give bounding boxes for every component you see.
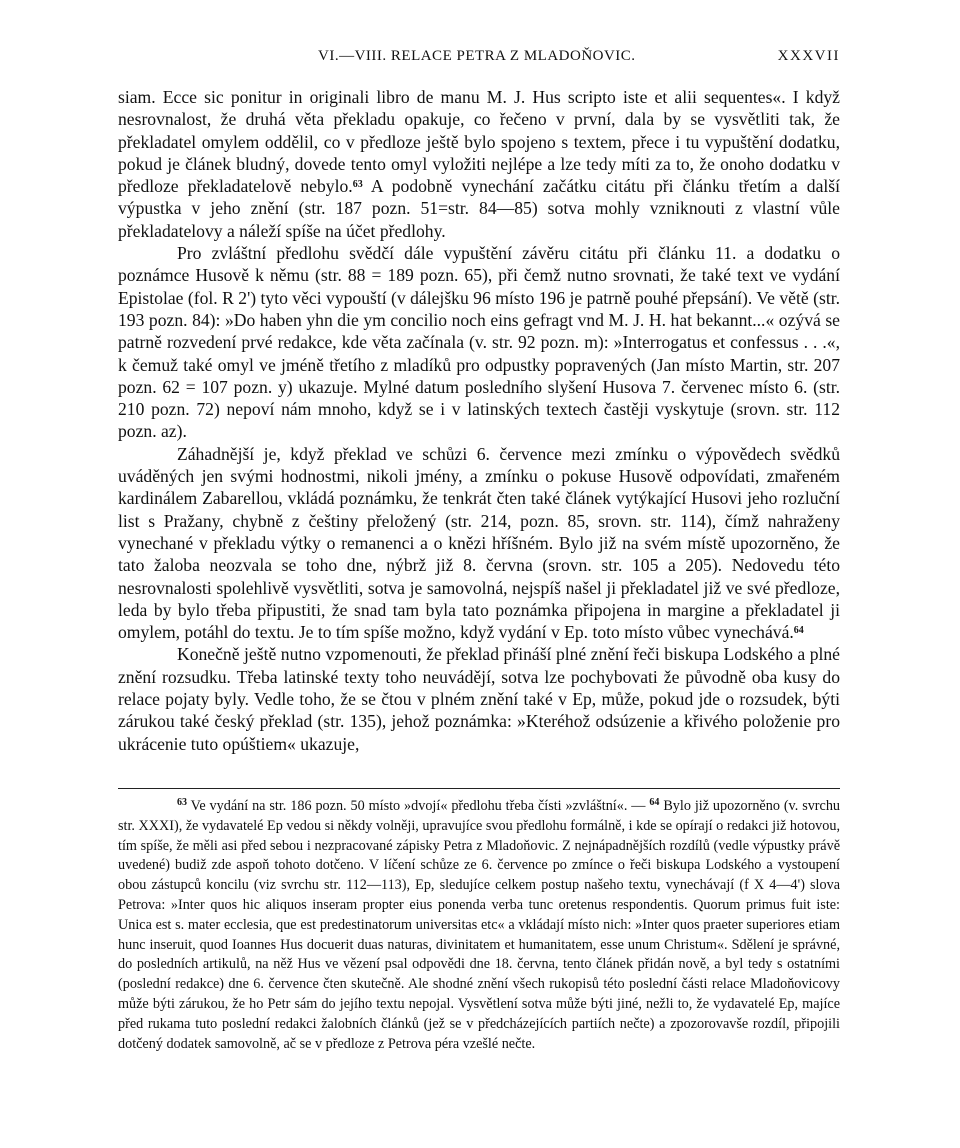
footnote-block (118, 797, 840, 1054)
footnotes (118, 797, 840, 1054)
footnote-ref-63: 63 (352, 179, 363, 191)
running-head-title: VI.—VIII. RELACE PETRA Z MLADOŇOVIC. (318, 48, 636, 64)
footnote-ref-64: 64 (793, 625, 804, 637)
paragraph-2 (118, 242, 840, 443)
footnote-number-63: 63 (177, 797, 187, 808)
running-head (118, 48, 840, 70)
paragraph-1 (118, 86, 840, 242)
paragraph-text: Záhadnější je, když překlad ve schůzi 6. července mezi zmínku o výpovědech svědků uváděných jen svými hodnostmi, nikoli jmény, a zmínku o pokuse Husově odpovídati, zmařeném kardinálem Zabarellou, vkládá poznámku, že tenkrát čten také článek vytýkající Husovi jeho rozluční list s Pražany, chybně z češtiny přeložený (str. 214, pozn. 85, srovn. str. 114), čímž nahraženy vynechané v překladu výtky o remanenci a o knězi hříšném. Bylo již na svém místě upozorněno, že tato žaloba neozvala se toho dne, nýbrž již 8. června (srovn. str. 105 a 205). Nedovedu této nesrovnalosti spolehlivě vysvětliti, sotva je samovolná, nejspíš našel ji překladatel již ve své předloze, leda by bylo třeba připustiti, že snad tam byla tato poznámka připojena in margine a překladatel ji omylem, potáhl do textu. Je to tím spíše možno, když vydání v Ep. toto místo vůbec vynechává. (118, 443, 840, 643)
page-number: XXXVII (777, 48, 840, 64)
paragraph-3 (118, 443, 840, 644)
paragraph-4 (118, 643, 840, 754)
paragraph-text: Pro zvláštní předlohu svědčí dále vypuštění závěru citátu při článku 11. a dodatku o poznámce Husově k němu (str. 88 = 189 pozn. 65), při čemž nutno srovnati, že také text ve vydání Epistolae (fol. R 2') tyto věci vypouští (v dálejšku 96 místo 196 je patrně pouhé přepsání). Ve větě (str. 193 pozn. 84): »Do haben yhn die ym concilio noch eins gefragt vnd M. J. H. hat bekannt...« ozývá se patrně rozvedení prvé redakce, kde věta začínala (v. str. 92 pozn. m): »Interrogatus et confessus . . .«, k čemuž také omyl ve jméně třetího z mladíků pro odpustky popravených (Jan místo Martin, str. 207 pozn. 62 = 107 pozn. y) ukazuje. Mylné datum posledního slyšení Husova 7. červenec místo 6. (str. 210 pozn. 72) nepoví nám mnoho, když se i v latinských textech častěji vyskytuje (srovn. str. 112 pozn. az). (118, 243, 840, 442)
paragraph-text: A podobně vynechání začátku citátu při článku třetím a další výpustka v jeho znění (str. 187 pozn. 51=str. 84—85) sotva mohly vzniknouti z vlastní vůle překladatelovy a náleží spíše na účet předlohy. (118, 176, 840, 241)
paragraph-text: siam. Ecce sic ponitur in originali libro de manu M. J. Hus scripto iste et alii sequentes«. I když nesrovnalost, že druhá věta překladu opakuje, co řečeno v první, dala by se vysvětliti tak, že překladatel omylem oddělil, co v předloze ještě bylo spojeno s textem, přece i tu vypuštění dodatku, pokud je článek bludný, dovede tento omyl vyložiti nejlépe a lze tedy míti za to, že onoho dodatku v předloze překladatelově nebylo. (118, 87, 840, 197)
main-text (118, 86, 840, 755)
footnote-63-text: Ve vydání na str. 186 pozn. 50 místo »dvojí« předlohu třeba čísti »zvláštní«. — (190, 798, 650, 814)
footnote-number-64: 64 (649, 797, 660, 808)
paragraph-text: Konečně ještě nutno vzpomenouti, že překlad přináší plné znění řeči biskupa Lodského a plné znění rozsudku. Třeba latinské texty toho neuvádějí, sotva lze pochybovati že původně oba kusy do relace pojaty byly. Vedle toho, že se čtou v plném znění také v Ep, může, pokud jde o rozsudek, býti zárukou také český překlad (str. 135), jehož poznámka: »Kteréhož odsúzenie a křivého položenie pro ukrácenie tuto opúštiem« ukazuje, (118, 644, 840, 754)
footnote-divider (118, 788, 840, 789)
footnote-64-text: Bylo již upozorněno (v. svrchu str. XXXI), že vydavatelé Ep vedou si někdy volněji, upravujíce svou předlohu formálně, i kde se opírají o redakci již hotovou, tím spíše, že měli asi před sebou i nezpracované zápisky Petra z Mladoňovic. Z nejnápadnějších rozdílů (vedle výpustky právě uvedené) budiž zde aspoň tohoto dotčeno. V líčení schůze ze 6. července po zmínce o řeči biskupa Lodského a vystoupení obou zástupců koncilu (viz svrchu str. 112—113), Ep, sledujíce celkem postup našeho textu, vynechávají (f X 4—4') slova Petrova: »Inter quos hic aliquos inseram propter eius ponenda verba tunc oretenus respondentis. Quorum primus fuit iste: Unica est s. mater ecclesia, que est predestinatorum universitas etc« a vkládají místo nich: »Inter quos praeter superiores etiam hunc inseruit, quod Ioannes Hus docuerit duas naturas, divinitatem et humanitatem, esse unum Christum«. Sdělení je správné, do posledních artikulů, na něž Hus ve vězení psal odpovědi dne 18. června, tento článek přidán nově, a byl tedy s ostatními (poslední redakce) dne 6. července čten skutečně. Ale shodné znění všech rukopisů této poslední části relace Mladoňovicovy může býti zárukou, že ho Petr sám do jejího textu nepojal. Vysvětlení sotva může býti jiné, nežli to, že vydavatelé Ep, majíce před rukama tuto poslední redakci žalobních článků (jež se v předcházejících partiích nečte) a zpozorovavše rozdíl, připojili dotčený dodatek samovolně, ač se v předloze z Petrova péra vzešlé nečte. (118, 798, 841, 1052)
